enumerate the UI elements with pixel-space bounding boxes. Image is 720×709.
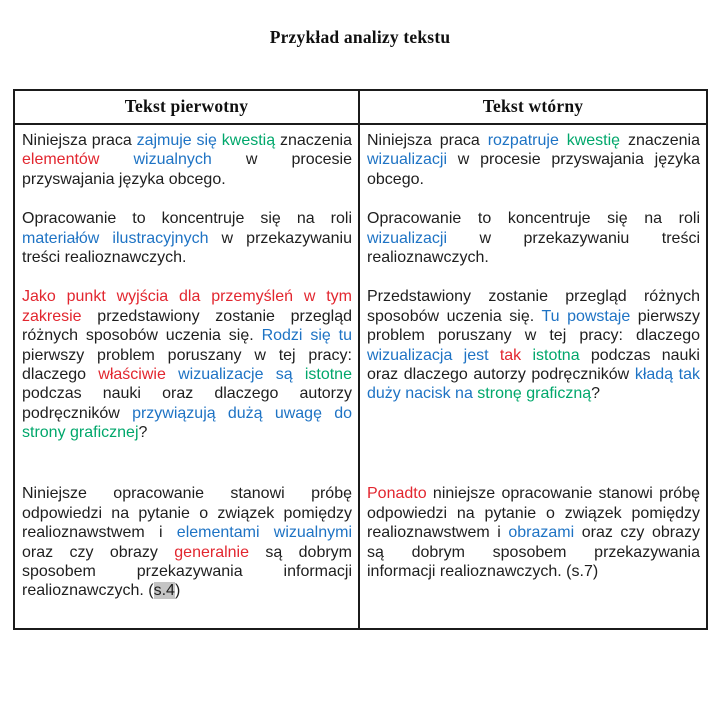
text-run: Opracowanie to koncentruje się na roli (22, 210, 352, 228)
text-run: niniejsze opracowanie stanowi próbę odpowiedzi na pytanie o związek pomiędzy realioznawstwem i (367, 485, 700, 542)
text-run (293, 366, 305, 383)
text-run: podczas nauki oraz dlaczego autorzy podręczników (367, 346, 700, 384)
text-run: w procesie przyswajania języka obcego. (22, 151, 352, 188)
text-run: oraz czy obrazy są dobrym sposobem przekazywania informacji realioznawczych. (s.7) (367, 524, 700, 581)
text-run: znaczenia (275, 132, 352, 149)
text-run: w przekazywaniu treści realioznawczych. (22, 229, 352, 267)
table-cell-secondary-text (359, 124, 707, 629)
paragraph-1 (22, 131, 352, 189)
text-run: kładą tak duży nacisk na (367, 366, 700, 403)
text-run: materiałów ilustracyjnych (22, 229, 209, 247)
text-run: podczas nauki oraz dlaczego autorzy podręczników (22, 385, 352, 422)
table-body-row (14, 124, 707, 629)
text-run: wizualizacji (367, 151, 448, 169)
paragraph-1 (367, 131, 700, 189)
text-run: stronę graficzną (477, 385, 592, 403)
text-run: właściwie (98, 366, 166, 384)
paragraph-2 (367, 209, 700, 267)
text-analysis-table (13, 89, 708, 630)
text-run: Ponadto (367, 485, 427, 503)
text-run: Niniejsze opracowanie stanowi próbę odpowiedzi na pytanie o związek pomiędzy realioznawstwem i (22, 485, 352, 542)
text-run: wizualizacje są (178, 366, 293, 384)
text-run: Opracowanie to koncentruje się na roli (367, 210, 700, 228)
text-run: w procesie przyswajania języka obcego. (367, 151, 700, 188)
text-run: oraz czy obrazy (22, 543, 175, 561)
text-run: elementami wizualnymi (176, 524, 353, 542)
text-run: ? (591, 385, 601, 403)
text-run: strony graficznej (22, 424, 139, 442)
text-run: Niniejsza praca (367, 132, 488, 149)
text-run: ? (138, 424, 148, 442)
text-run: kwestię (566, 132, 621, 149)
text-run: ) (174, 582, 181, 600)
text-run: Przedstawiony zostanie przegląd różnych sposobów uczenia się. (367, 288, 700, 325)
text-run: generalnie (174, 543, 250, 561)
text-run: wizualizacja jest (367, 346, 489, 364)
text-run: Tu powstaje (541, 307, 631, 325)
text-run: istotne (304, 366, 352, 384)
text-run: znaczenia (620, 132, 700, 149)
paragraph-4 (22, 484, 352, 600)
text-run: elementów (22, 151, 100, 169)
text-run: pierwszy problem poruszany w tej pracy: dlaczego (367, 307, 701, 345)
text-run (489, 347, 500, 364)
table-header-row (14, 90, 707, 124)
text-run: pierwszy problem poruszany w tej pracy: dlaczego (22, 346, 352, 384)
text-run: wizualnych (133, 151, 212, 169)
column-header-secondary-text: Tekst wtórny (359, 90, 707, 124)
page-title: Przykład analizy tekstu (269, 27, 451, 47)
text-run: w przekazywaniu treści realioznawczych. (367, 229, 700, 267)
text-run: Niniejsza praca (22, 132, 137, 149)
text-run: obrazami (508, 524, 575, 542)
text-run: są dobrym sposobem przekazywania informacji realioznawczych. ( (22, 543, 353, 600)
text-run: tak (499, 346, 522, 364)
text-run: Jako punkt wyjścia dla przemyśleń w tym zakresie (22, 288, 352, 325)
text-run: Rodzi się tu (261, 327, 353, 345)
table-cell-primary-text (14, 124, 359, 629)
text-run: przedstawiony zostanie przegląd różnych sposobów uczenia się. (22, 307, 352, 345)
text-run: kwestią (221, 132, 276, 149)
text-run: wizualizacji (367, 229, 448, 247)
text-run (99, 151, 133, 168)
text-run (559, 132, 567, 149)
paragraph-3 (22, 287, 352, 464)
paragraph-4 (367, 484, 700, 581)
text-run: przywiązują dużą uwagę do (132, 404, 352, 422)
text-run: istotna (532, 346, 580, 364)
column-header-primary-text: Tekst pierwotny (14, 90, 359, 124)
text-run (521, 347, 532, 364)
paragraph-2 (22, 209, 352, 267)
highlighted-citation: s.4 (153, 582, 175, 600)
text-run: zajmuje się (136, 132, 217, 149)
text-run (166, 366, 178, 383)
text-run: rozpatruje (487, 132, 559, 149)
paragraph-3 (367, 287, 700, 464)
